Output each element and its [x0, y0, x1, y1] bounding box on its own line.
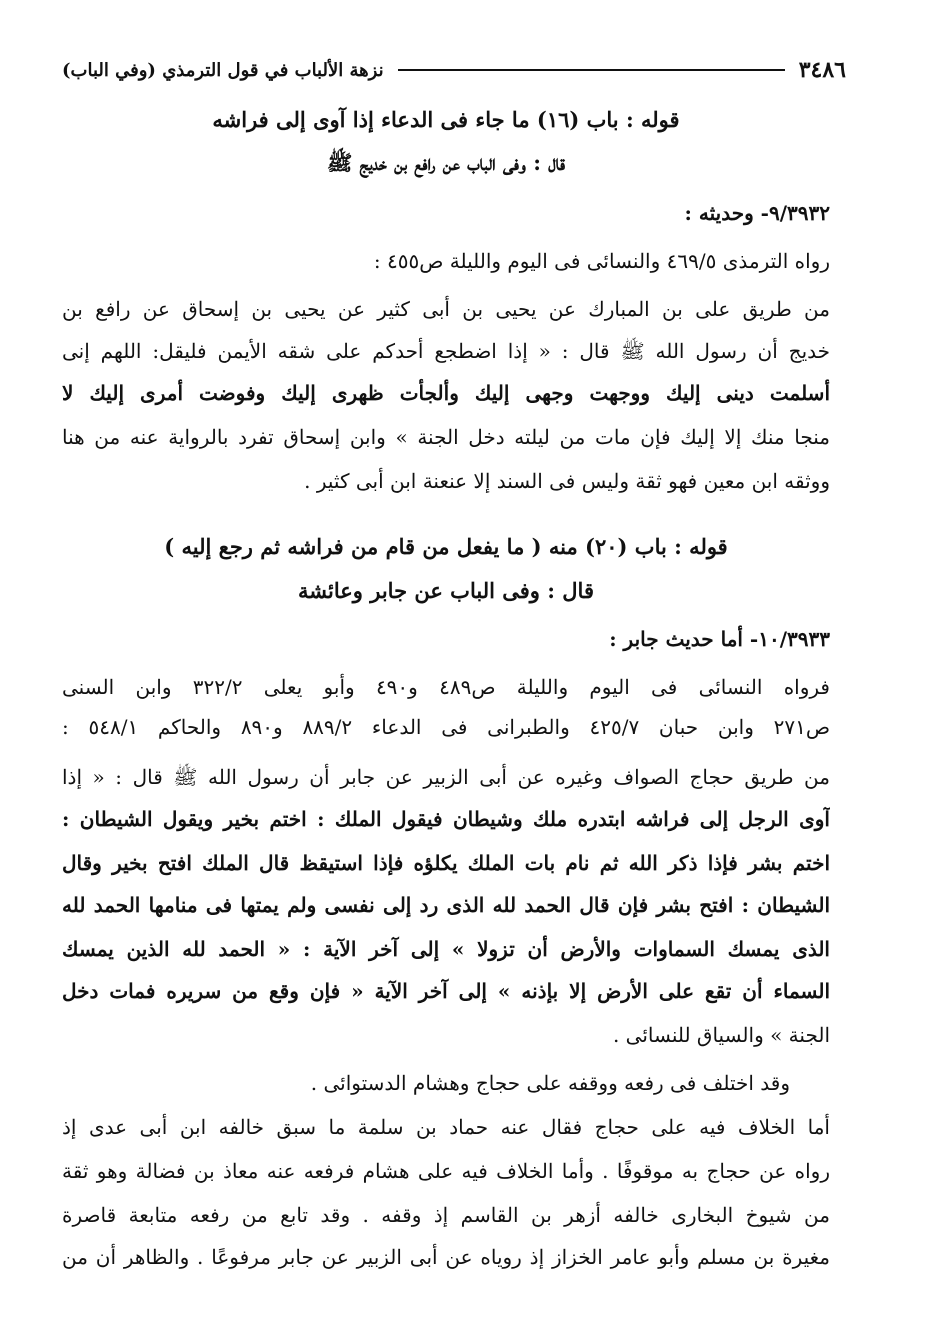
text-line: من طريق على بن المبارك عن يحيى بن أبى كثير عن يحيى بن إسحاق عن رافع بن	[62, 297, 830, 321]
hadith-number: ١٠/٣٩٣٣- أما حديث جابر :	[609, 627, 830, 651]
section-subheading: قال : وفى الباب عن جابر وعائشة	[298, 578, 594, 603]
text-line: آوى الرجل إلى فراشه ابتدره ملك وشيطان فيقول الملك : اختم بخير ويقول الشيطان :	[62, 807, 830, 831]
text-line: أسلمت دينى إليك ووجهت وجهى إليك وألجأت ظهرى إليك وفوضت أمرى إليك لا	[62, 381, 830, 405]
text-line: من شيوخ البخارى خالفه أزهر بن القاسم إذ وقفه . وقد تابع من رفعه متابعة قاصرة	[62, 1203, 830, 1227]
text-line: رواه الترمذى ٤٦٩/٥ والنسائى فى اليوم والليلة ص٤٥٥ :	[373, 249, 830, 273]
running-title: نزهة الألباب في قول الترمذي (وفي الباب)	[62, 59, 384, 81]
text-line: اختم بشر فإذا ذكر الله ثم نام بات الملك يكلؤه فإذا استيقظ قال الملك افتح بخير وقال	[62, 851, 830, 875]
text-line: مغيرة بن مسلم وأبو عامر الخزاز إذ روياه عن أبى الزبير عن جابر مرفوعًا . والظاهر أن من	[62, 1245, 830, 1269]
hadith-number: ٩/٣٩٣٢- وحديثه :	[684, 201, 830, 225]
text-line: أما الخلاف فيه على حجاج فقال عنه حماد بن سلمة ما سبق خالفه ابن أبى عدى إذ	[62, 1115, 830, 1139]
section-heading: قوله : باب (١٦) ما جاء فى الدعاء إذا آوى إلى فراشه	[212, 107, 680, 132]
text-line: الجنة » والسياق للنسائى .	[612, 1023, 830, 1047]
text-line: السماء أن تقع على الأرض إلا بإذنه » إلى آخر الآية « فإن وقع من سريره فمات دخل	[62, 979, 830, 1003]
text-line: منجا منك إلا إليك فإن مات من ليلته دخل الجنة » وابن إسحاق تفرد بالرواية عنه من هنا	[62, 425, 830, 449]
text-line: خديج أن رسول الله ﷺ قال : « إذا اضطجع أحدكم على شقه الأيمن فليقل: اللهم إنى	[62, 339, 830, 363]
header-rule	[398, 69, 785, 71]
text-line: ص٢٧١ وابن حبان ٤٢٥/٧ والطبرانى فى الدعاء ٨٨٩/٢ و٨٩٠ والحاكم ٥٤٨/١ :	[62, 715, 830, 739]
text-line: الذى يمسك السماوات والأرض أن تزولا » إلى آخر الآية : « الحمد لله الذين يمسك	[62, 937, 830, 961]
text-line: الشيطان : افتح بشر فإن قال الحمد لله الذى رد إلى نفسى ولم يمتها فى منامها الحمد لله	[62, 893, 830, 917]
section-heading: قوله : باب (٢٠) منه ( ما يفعل من قام من فراشه ثم رجع إليه )	[164, 534, 728, 559]
section-subheading: قال : وفى الباب عن رافع بن خديج ﷺ	[326, 150, 566, 175]
text-line: ووثقه ابن معين فهو ثقة وليس فى السند إلا عنعنة ابن أبى كثير .	[304, 469, 830, 493]
text-line: فرواه النسائى فى اليوم والليلة ص٤٨٩ و٤٩٠ وأبو يعلى ٣٢٢/٢ وابن السنى	[62, 675, 830, 699]
text-line: من طريق حجاج الصواف وغيره عن أبى الزبير عن جابر أن رسول الله ﷺ قال : « إذا	[62, 765, 830, 789]
page-header	[62, 50, 846, 90]
text-line: وقد اختلف فى رفعه ووقفه على حجاج وهشام الدستوائى .	[310, 1071, 790, 1095]
page-number: ٣٤٨٦	[798, 57, 846, 83]
text-line: رواه عن حجاج به موقوفًا . وأما الخلاف فيه على هشام فرفعه عنه معاذ بن فضالة وهو ثقة	[62, 1159, 830, 1183]
